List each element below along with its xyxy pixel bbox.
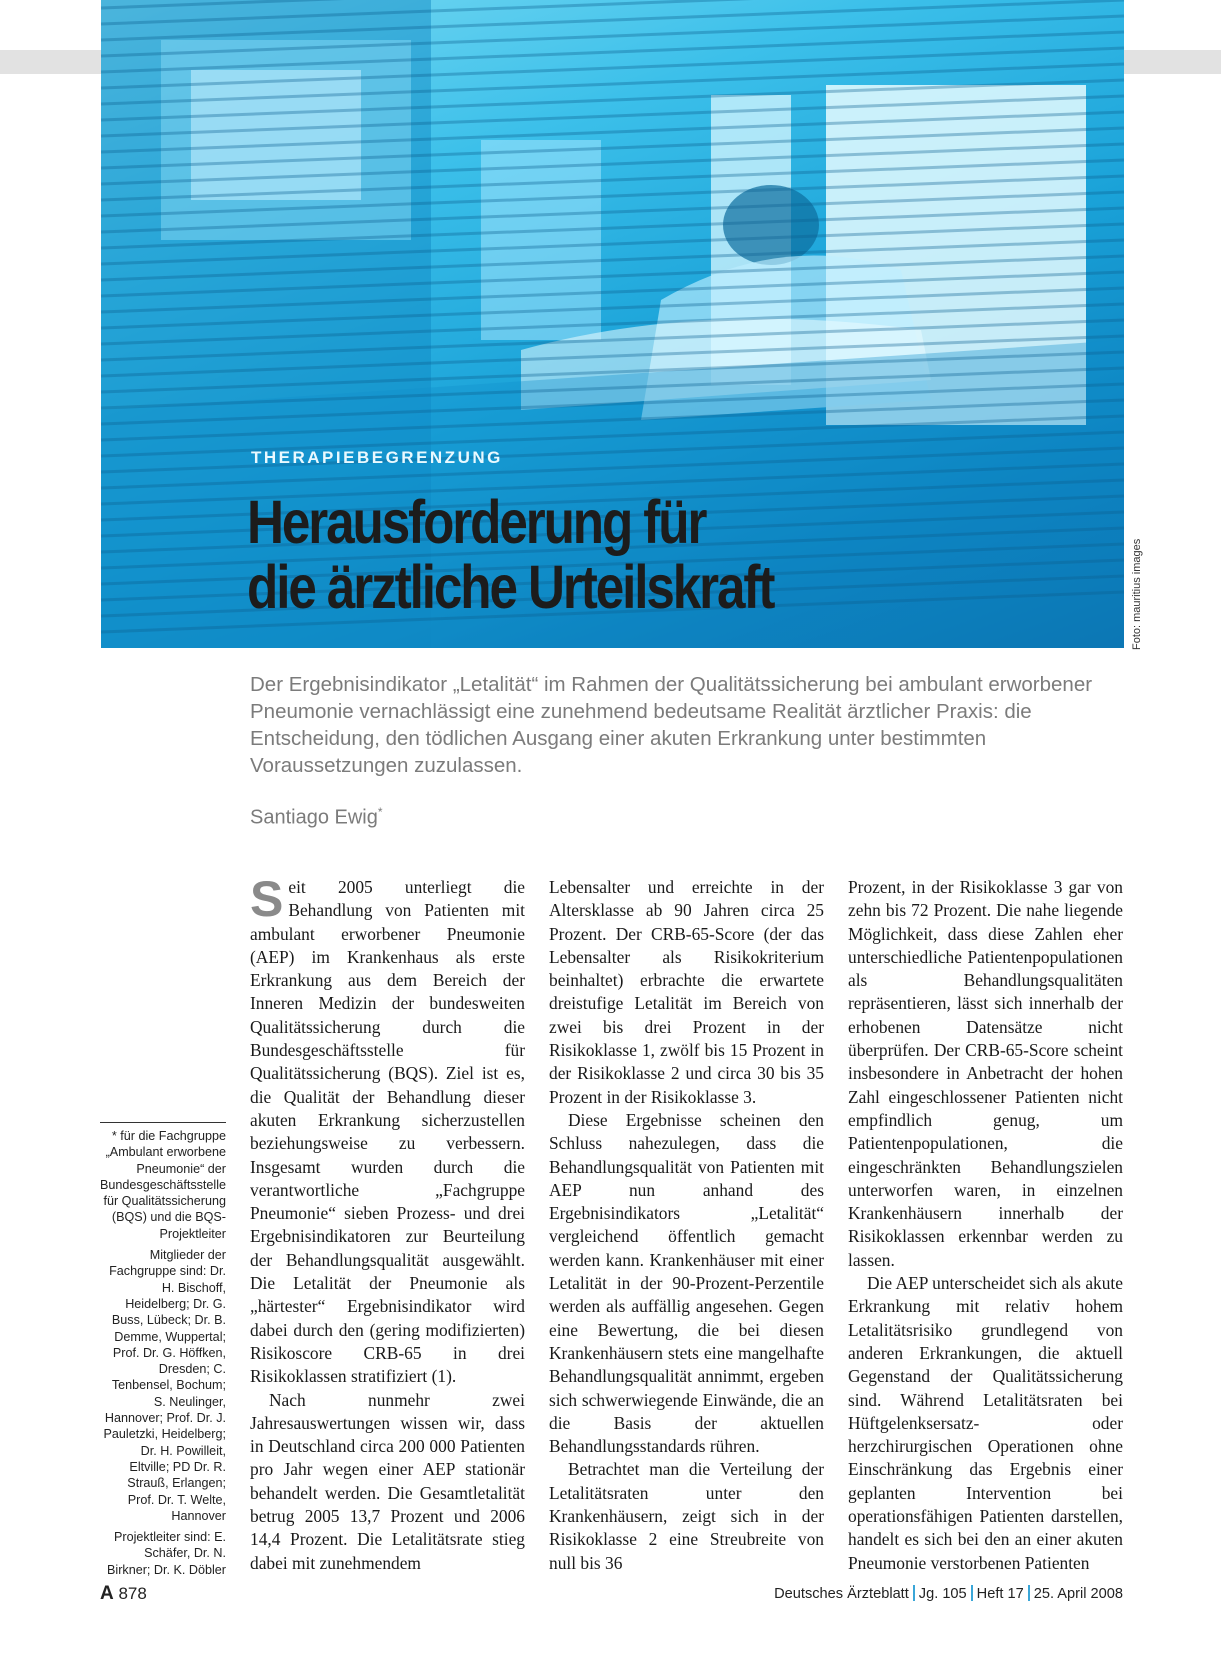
author-footnote-mark: * — [377, 805, 383, 819]
body-column-2 — [549, 876, 824, 1573]
body-paragraph: Nach nunmehr zwei Jahresauswertungen wissen wir, dass in Deutschland circa 200 000 Patienten pro Jahr wegen einer AEP stationär behandelt werden. Die Gesamtletalität betrug 2005 13,7 Prozent und 2006 14,4 Prozent. Die Letalitätsrate stieg dabei mit zunehmendem — [250, 1389, 525, 1573]
article-lead: Der Ergebnisindikator „Letalität“ im Rahmen der Qualitätssicherung bei ambulant erworbener Pneumonie vernachlässigt eine zunehmend bedeutsame Realität ärztlicher Praxis: die Entscheidung, den tödlichen Ausgang einer akuten Erkrankung unter bestimmten Voraussetzungen zuzulassen. — [250, 673, 1093, 777]
journal-name: Deutsches Ärzteblatt — [774, 1586, 909, 1602]
paragraph-text: eit 2005 unterliegt die Behandlung von Patienten mit ambulant erworbener Pneumonie (AEP) im Krankenhaus als erste Erkrankung aus dem Bereich der Inneren Medizin der bundesweiten Qualitätssicherung durch die Bundesgeschäftsstelle für Qualitätssicherung (BQS). Ziel ist es, die Qualität der Behandlung dieser akuten Erkrankung sicherzustellen beziehungsweise zu verbessern. Insgesamt wurden durch die verantwortliche „Fachgruppe Pneumonie“ sieben Prozess- und drei Ergebnisindikatoren zur Beurteilung der Behandlungsqualität ausgewählt. Die Letalität der Pneumonie als „härtester“ Ergebnisindikator wird dabei durch den (gering modifizierten) Risikoscore CRB-65 in drei Risikoklassen stratifiziert (1). — [250, 877, 525, 1387]
top-gray-band-left — [0, 50, 101, 74]
article-headline: Herausforderung für die ärztliche Urteilskraft — [247, 488, 774, 621]
body-paragraph: Betrachtet man die Verteilung der Letalitätsraten unter den Krankenhäusern, zeigt sich in der Risikoklasse 2 eine Streubreite von null bis 36 — [549, 1459, 824, 1573]
body-paragraph: Die AEP unterscheidet sich als akute Erkrankung mit relativ hohem Letalitätsrisiko grundlegend von anderen Erkrankungen, die aktuell Gegenstand der Qualitätssicherung sind. Während Letalitätsraten bei Hüftgelenksersatz- oder herzchirurgischen Operationen ohne Einschränkung das Ergebnis einer geplanten Intervention bei operationsfähigen Patienten darstellen, handelt es sich bei den an einer akuten Pneumonie verstorbenen Patienten — [848, 1273, 1123, 1573]
body-paragraph: Lebensalter und erreichte in der Altersklasse ab 90 Jahren circa 25 Prozent. Der CRB-65-Score (der das Lebensalter als Risikokriterium beinhaltet) erbrachte die erwartete dreistufige Letalität im Bereich von zwei bis drei Prozent in der Risikoklasse 1, zwölf bis 15 Prozent in der Risikoklasse 2 und circa 30 bis 35 Prozent in der Risikoklasse 3. — [549, 877, 824, 1107]
footer-separator — [1028, 1585, 1030, 1601]
footnote-members: Mitglieder der Fachgruppe sind: Dr. H. Bischoff, Heidelberg; Dr. G. Buss, Lübeck; Dr. B. Demme, Wuppertal; Prof. Dr. G. Höffken, Dresden; C. Tenbensel, Bochum; S. Neulinger, Hannover; Prof. Dr. J. Pauletzki, Heidelberg; Dr. H. Powilleit, Eltville; PD Dr. R. Strauß, Erlangen; Prof. Dr. T. Welte, Hannover — [103, 1248, 226, 1523]
author-name: Santiago Ewig — [250, 806, 378, 829]
body-column-3 — [848, 876, 1123, 1573]
footer-separator — [971, 1585, 973, 1601]
author-line — [250, 805, 383, 830]
page-prefix: A — [100, 1583, 114, 1604]
body-paragraph — [250, 871, 525, 1389]
author-footnote — [100, 1122, 226, 1583]
footnote-affiliation: * für die Fachgruppe „Ambulant erworbene Pneumonie“ der Bundesgeschäftsstelle für Qualitätssicherung (BQS) und die BQS-Projektleiter — [100, 1129, 227, 1241]
footnote-leaders: Projektleiter sind: E. Schäfer, Dr. N. Birkner; Dr. K. Döbler — [107, 1530, 226, 1577]
journal-volume: Jg. 105 — [918, 1586, 967, 1602]
drop-cap: S — [250, 871, 284, 927]
top-gray-band-right — [1124, 50, 1221, 74]
body-column-1 — [250, 871, 525, 1573]
page-number — [100, 1583, 147, 1605]
section-kicker: THERAPIEBEGRENZUNG — [251, 448, 503, 467]
body-paragraph: Prozent, in der Risikoklasse 3 gar von zehn bis 72 Prozent. Die nahe liegende Möglichkeit, dass diese Zahlen eher unterschiedliche Patientenpopulationen als Behandlungsqualitäten repräsentieren, lässt sich innerhalb der erhobenen Datensätze nicht überprüfen. Der CRB-65-Score scheint insbesondere in Anbetracht der hohen Zahl eingeschlossener Patienten nicht empfindlich genug, um Patientenpopulationen, die eingeschränkten Behandlungszielen unterworfen waren, in einzelnen Krankenhäusern innerhalb der Risikoklassen erkennbar werden zu lassen. — [848, 877, 1123, 1270]
journal-issue: Heft 17 — [976, 1586, 1024, 1602]
photo-credit: Foto: mauritius images — [1131, 538, 1143, 650]
page-number-value: 878 — [118, 1584, 147, 1603]
body-paragraph: Diese Ergebnisse scheinen den Schluss nahezulegen, dass die Behandlungsqualität von Patienten mit AEP nun anhand des Ergebnisindikators „Letalität“ vergleichend öffentlich gemacht werden kann. Krankenhäuser mit einer Letalität in der 90-Prozent-Perzentile werden als auffällig angesehen. Gegen eine Bewertung, die bei diesen Krankenhäusern stets eine mangelhafte Behandlungsqualität annimmt, ergeben sich schwerwiegende Einwände, die an die Basis der aktuellen Behandlungsstandards rühren. — [549, 1109, 824, 1457]
footer-separator — [913, 1585, 915, 1601]
journal-footer — [774, 1585, 1123, 1602]
journal-date: 25. April 2008 — [1033, 1586, 1123, 1602]
